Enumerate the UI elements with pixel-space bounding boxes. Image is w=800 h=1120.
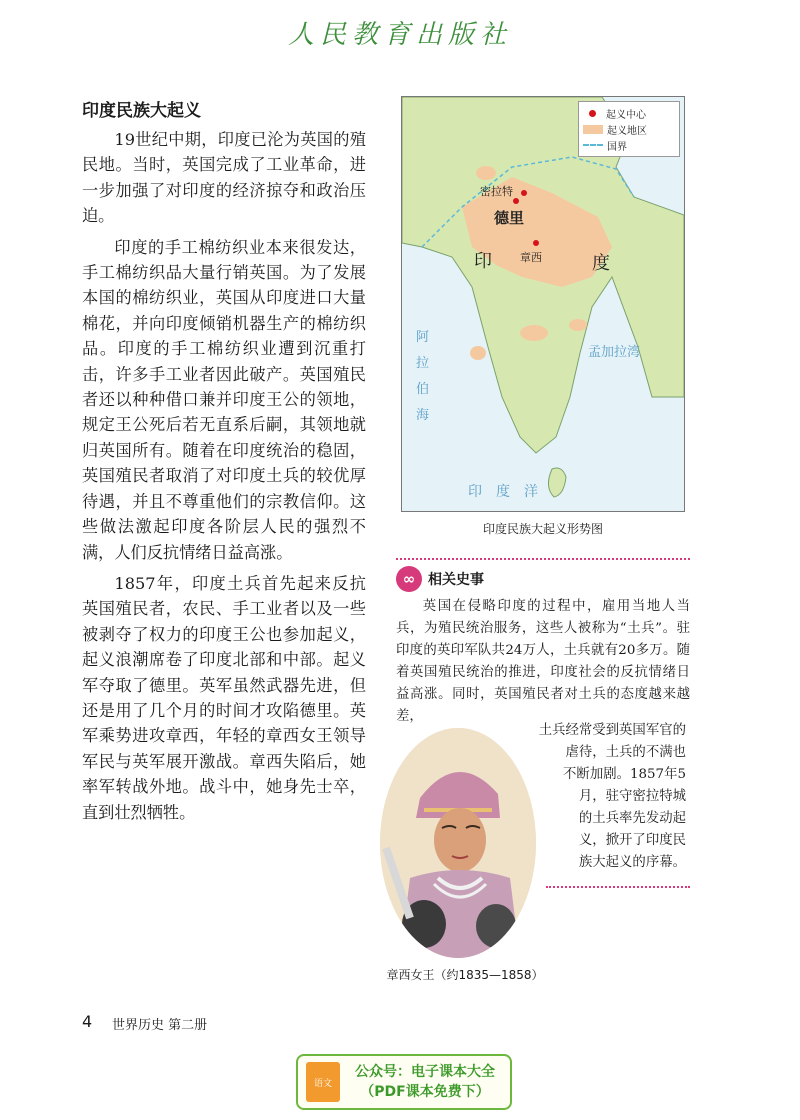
paragraph-3: 1857年，印度土兵首先起来反抗英国殖民者，农民、手工业者以及一些被剥夺了权力的印度王公也参加起义，起义浪潮席卷了印度北部和中部。起义军夺取了德里。英军虽然武器先进，但还是用了几个月的时间才攻陷德里。英军乘势进攻章西，年轻的章西女王领导军民与英军展开激战。章西失陷后，她率军转战外地。战斗中，她身先士卒，直到壮烈牺牲。 — [82, 573, 366, 822]
uprising-map — [401, 96, 685, 512]
portrait-caption: 章西女王（约1835—1858） — [386, 968, 544, 982]
related-line-4: 月，驻守密拉特城 — [578, 789, 686, 804]
paragraph-2: 印度的手工棉纺织业本来很发达，手工棉纺织品大量行销英国。为了发展本国的棉纺织业，英国从印度进口大量棉花，并向印度倾销机器生产的棉纺织品。印度的手工棉纺织业遭到沉重打击，许多手工业者因此破产。英国殖民者还以种种借口兼并印度王公的领地，规定王公死后若无直系后嗣，其领地就归英国所有。随着在印度统治的稳固，英国殖民者取消了对印度土兵的较优厚待遇，并且不尊重他们的宗教信仰。这些做法激起印度各阶层人民的强烈不满，人们反抗情绪日益高涨。 — [82, 237, 366, 562]
book-icon-text: 语文 — [313, 1078, 332, 1089]
uprising-area-1 — [476, 166, 496, 180]
related-line-1: 土兵经常受到英国军官的 — [538, 723, 686, 738]
page-number: 4 — [82, 1012, 93, 1031]
book-title: 世界历史 第二册 — [112, 1018, 208, 1033]
label-country-left: 印 — [474, 251, 492, 272]
section-title: 印度民族大起义 — [82, 101, 201, 121]
related-text-top: 英国在侵略印度的过程中，雇用当地人当兵，为殖民统治服务，这些人被称为“土兵”。驻印度的英印军队共24万人，土兵就有20多万。随着英国殖民统治的推进，印度社会的反抗情绪日益高涨。同时，英国殖民者对土兵的态度越来越差， — [396, 599, 690, 724]
related-line-6: 义，掀开了印度民 — [578, 833, 686, 848]
legend-center-label: 起义中心 — [606, 109, 646, 121]
legend-area-swatch — [583, 125, 603, 134]
legend-center-swatch — [589, 110, 596, 117]
main-text-column — [82, 96, 366, 831]
related-header — [396, 566, 690, 592]
jhansi-dot — [533, 240, 539, 246]
paragraph-1: 19世纪中期，印度已沦为英国的殖民地。当时，英国完成了工业革命，进一步加强了对印度的经济掠夺和政治压迫。 — [82, 130, 366, 226]
related-line-5: 的土兵率先发动起 — [578, 811, 686, 826]
watermark-text — [340, 1062, 510, 1102]
publisher-logo: 人民教育出版社 — [287, 20, 512, 50]
delhi-dot — [513, 198, 519, 204]
legend-border-swatch — [583, 144, 603, 146]
uprising-area-4 — [520, 325, 548, 341]
label-jhansi: 章西 — [520, 251, 542, 264]
legend-area-label: 起义地区 — [607, 125, 647, 137]
watermark-line-2: （PDF课本免费下） — [360, 1084, 490, 1100]
label-delhi: 德里 — [494, 209, 525, 227]
watermark-banner — [296, 1054, 512, 1110]
label-indian-ocean: 印 度 洋 — [468, 484, 538, 500]
related-line-7: 族大起义的序幕。 — [578, 855, 686, 870]
meerut-dot — [521, 190, 527, 196]
related-history-icon: ∞ — [396, 566, 422, 592]
label-bay-of-bengal: 孟加拉湾 — [588, 345, 641, 360]
watermark-line-1: 公众号：电子课本大全 — [355, 1064, 495, 1080]
related-title: 相关史事 — [428, 572, 484, 588]
related-divider-bottom — [546, 886, 690, 888]
rani-portrait — [380, 728, 536, 958]
map-legend — [578, 101, 680, 157]
uprising-area-3 — [470, 346, 486, 360]
portrait-illustration — [380, 728, 536, 958]
legend-border-label: 国界 — [607, 141, 627, 153]
label-arabian-sea: 阿拉伯海 — [416, 330, 430, 423]
uprising-area-2 — [569, 319, 587, 331]
related-line-2: 虐待，土兵的不满也 — [565, 745, 686, 760]
label-country-right: 度 — [592, 253, 610, 274]
book-icon — [306, 1062, 340, 1102]
related-history-box — [396, 558, 690, 728]
related-divider-top — [396, 558, 690, 560]
label-meerut: 密拉特 — [480, 185, 513, 198]
sri-lanka — [548, 468, 566, 497]
map-graphic — [402, 97, 684, 511]
related-line-3: 不断加剧。1857年5 — [563, 767, 686, 782]
map-caption: 印度民族大起义形势图 — [482, 522, 603, 536]
